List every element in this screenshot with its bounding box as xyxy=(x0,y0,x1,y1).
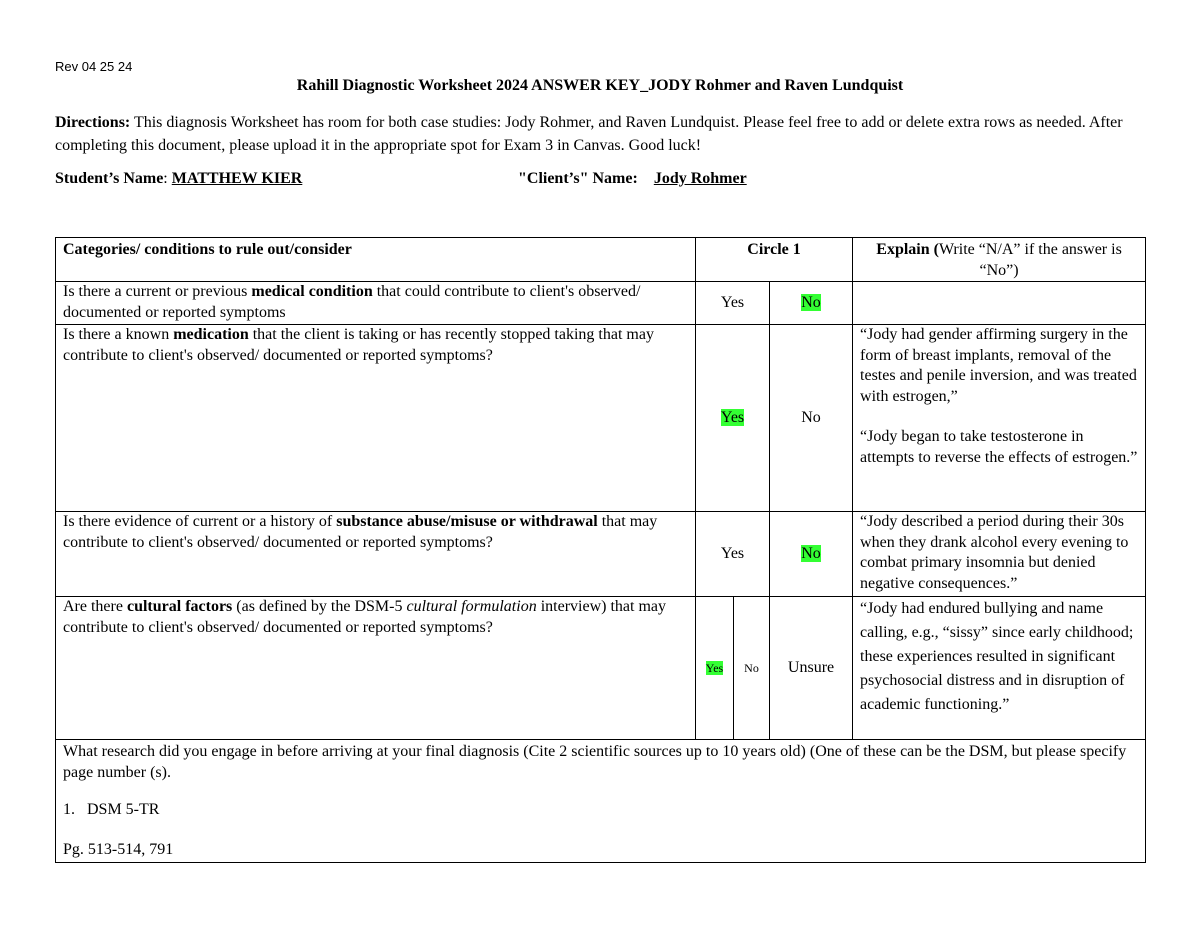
research-cell xyxy=(56,740,1146,863)
selected-answer-highlight: No xyxy=(801,293,821,311)
directions-text: This diagnosis Worksheet has room for both case studies: Jody Rohmer, and Raven Lundquist. Please feel free to add or delete extra rows as needed. After completing this document, please upload it in the appropriate spot for Exam 3 in Canvas. Good luck! xyxy=(55,114,1123,154)
table-row-cultural xyxy=(56,597,1146,740)
student-name-line: Student’s Name: MATTHEW KIER xyxy=(55,170,303,187)
explain-medical xyxy=(853,282,1146,325)
research-question: What research did you engage in before arriving at your final diagnosis (Cite 2 scientific sources up to 10 years old) (One of these can be the DSM, but please specify page number (s). xyxy=(63,743,1127,781)
table-row-medication xyxy=(56,325,1146,512)
answer-medication-yes[interactable] xyxy=(696,325,770,512)
client-name-line xyxy=(518,170,747,188)
question-substance: Is there evidence of current or a history of substance abuse/misuse or withdrawal that may contribute to client's observed/ documented or reported symptoms? xyxy=(56,512,696,597)
answer-medication-no[interactable]: No xyxy=(770,325,853,512)
header-categories: Categories/ conditions to rule out/consider xyxy=(56,238,696,282)
research-item-1: 1. DSM 5-TR xyxy=(63,801,160,818)
directions-paragraph xyxy=(55,111,1135,157)
answer-cultural-yes[interactable] xyxy=(696,597,734,740)
header-circle: Circle 1 xyxy=(696,238,853,282)
question-medical: Is there a current or previous medical condition that could contribute to client's observed/ documented or reported symptoms xyxy=(56,282,696,325)
selected-answer-highlight: Yes xyxy=(720,408,745,426)
client-name-value: Jody Rohmer xyxy=(653,170,747,187)
document-title: Rahill Diagnostic Worksheet 2024 ANSWER KEY_JODY Rohmer and Raven Lundquist xyxy=(296,77,904,94)
revision-label: Rev 04 25 24 xyxy=(55,59,133,74)
table-row-substance xyxy=(56,512,1146,597)
answer-cultural-no[interactable]: No xyxy=(734,597,770,740)
answer-cultural-unsure[interactable]: Unsure xyxy=(770,597,853,740)
client-name-label: "Client’s" Name: xyxy=(518,170,638,187)
explain-medication-quote-1: “Jody had gender affirming surgery in the form of breast implants, removal of the testes and penile inversion, and was treated with estrogen,” xyxy=(860,326,1137,405)
explain-cultural: “Jody had endured bullying and name calling, e.g., “sissy” since early childhood; these experiences resulted in significant psychosocial distress and in disruption of academic functioning.” xyxy=(853,597,1146,740)
table-row-medical xyxy=(56,282,1146,325)
answer-substance-no[interactable] xyxy=(770,512,853,597)
selected-answer-highlight: Yes xyxy=(705,660,724,675)
student-name-label: Student’s Name xyxy=(55,170,164,187)
diagnostic-table xyxy=(55,237,1146,863)
question-medication: Is there a known medication that the client is taking or has recently stopped taking that may contribute to client's observed/ documented or reported symptoms? xyxy=(56,325,696,512)
question-cultural: Are there cultural factors (as defined by the DSM-5 cultural formulation interview) that may contribute to client's observed/ documented or reported symptoms? xyxy=(56,597,696,740)
table-header-row xyxy=(56,238,1146,282)
explain-substance: “Jody described a period during their 30s when they drank alcohol every evening to combat primary insomnia but denied negative consequences.” xyxy=(853,512,1146,597)
answer-medical-yes[interactable]: Yes xyxy=(696,282,770,325)
answer-medical-no[interactable] xyxy=(770,282,853,325)
table-row-research xyxy=(56,740,1146,863)
explain-medication xyxy=(853,325,1146,512)
answer-substance-yes[interactable]: Yes xyxy=(696,512,770,597)
research-pages: Pg. 513-514, 791 xyxy=(63,840,174,858)
explain-medication-quote-2: “Jody began to take testosterone in attempts to reverse the effects of estrogen.” xyxy=(860,428,1138,466)
directions-label: Directions: xyxy=(55,114,131,131)
header-explain: Explain (Write “N/A” if the answer is “No”) xyxy=(853,238,1146,282)
selected-answer-highlight: No xyxy=(801,544,821,562)
student-name-value: MATTHEW KIER xyxy=(171,170,303,187)
